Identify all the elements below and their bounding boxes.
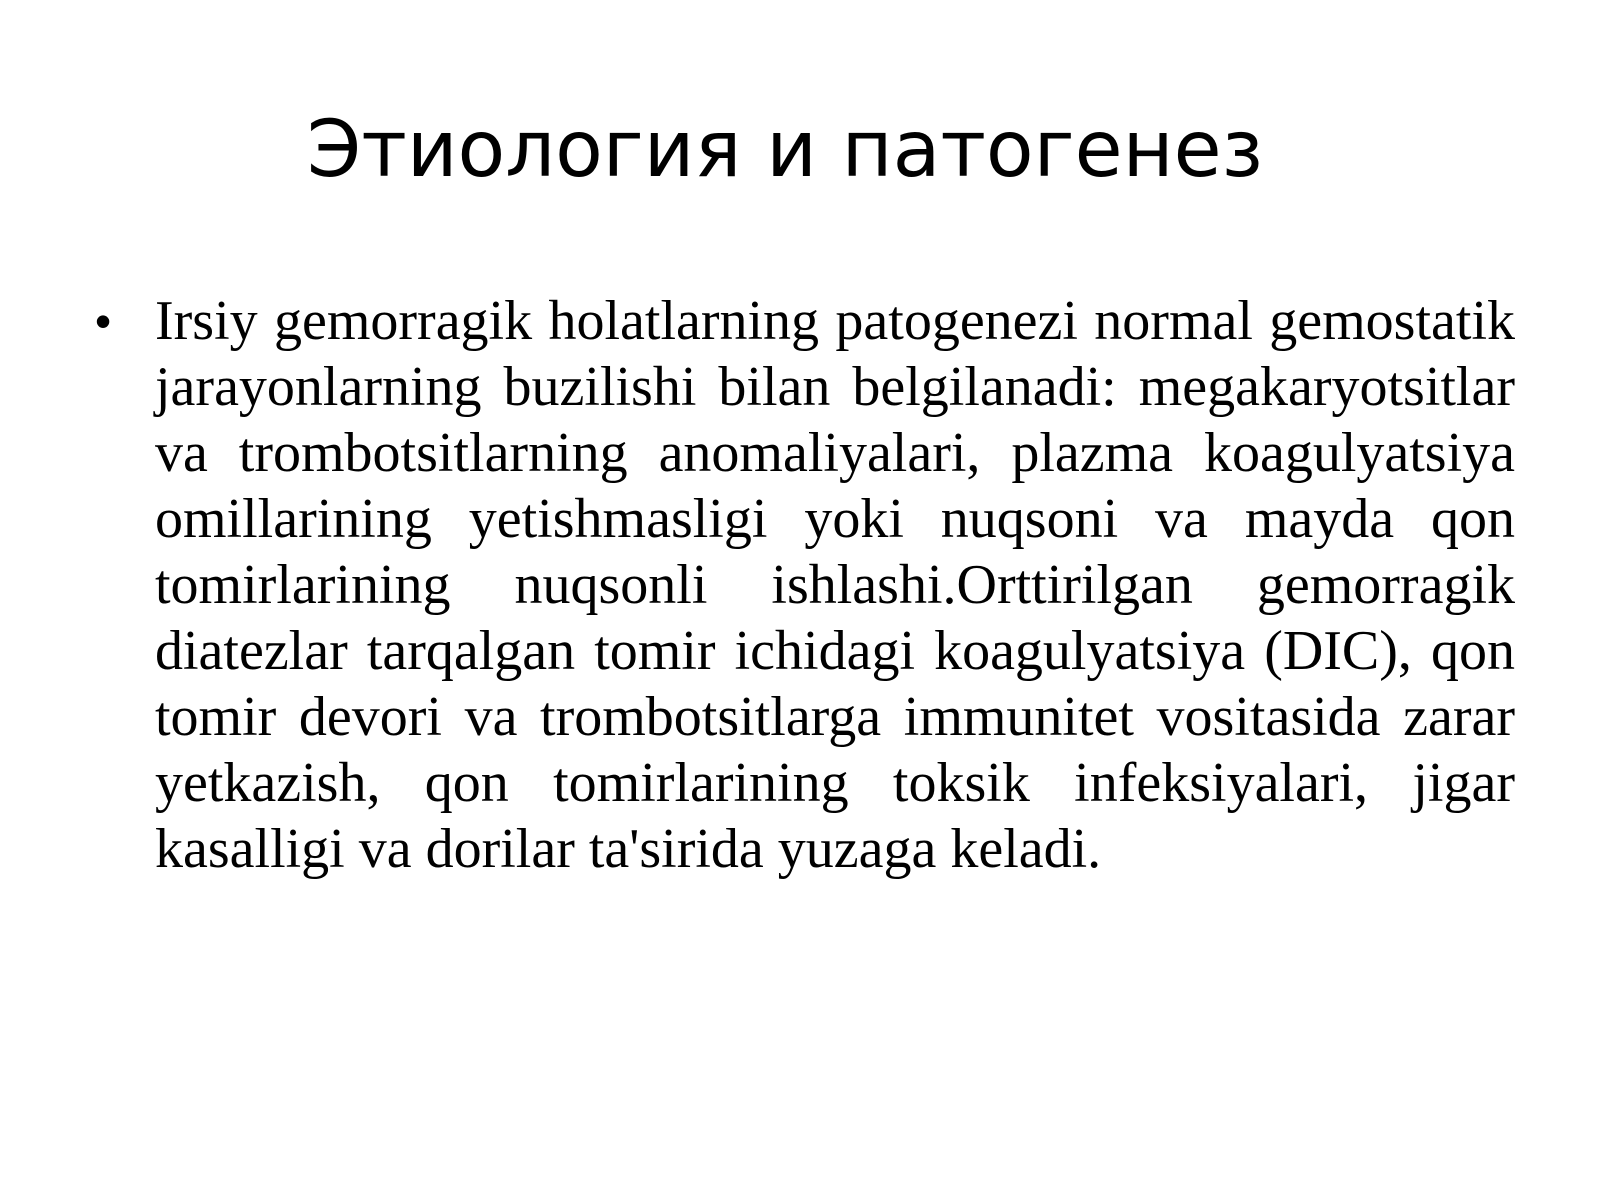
slide-title: Этиология и патогенез: [306, 105, 1264, 195]
bullet-list: [95, 288, 1515, 882]
bullet-marker: •: [95, 295, 112, 347]
bullet-text: Irsiy gemorragik holatlarning patogenezi normal gemostatik jarayonlarning buzilishi bilan belgilanadi: megakaryotsitlar va trombotsitlarning anomaliyalari, plazma koagulyatsiya omillarining yetishmasligi yoki nuqsoni va mayda qon tomirlarining nuqsonli ishlashi.Orttirilgan gemorragik diatezlar tarqalgan tomir ichidagi koagulyatsiya (DIC), qon tomir devori va trombotsitlarga immunitet vositasida zarar yetkazish, qon tomirlarining toksik infeksiyalari, jigar kasalligi va dorilar ta'sirida yuzaga keladi.: [155, 290, 1515, 880]
bullet-item: [95, 288, 1515, 882]
